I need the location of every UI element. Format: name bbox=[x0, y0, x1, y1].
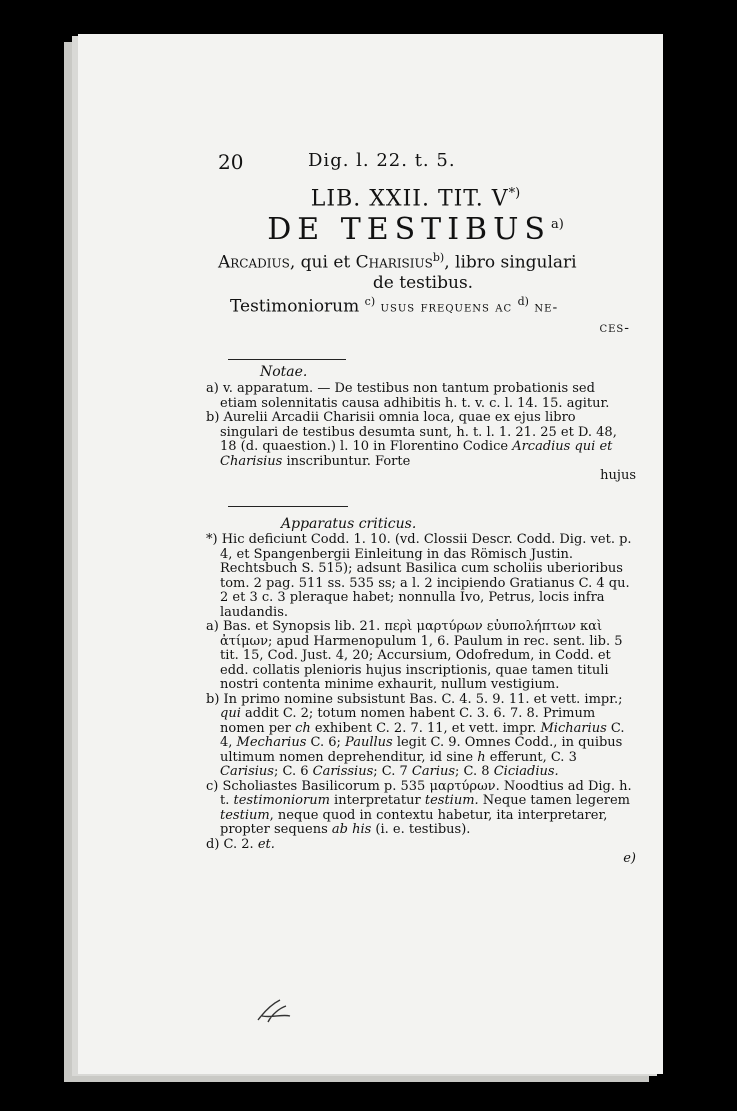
running-head: Dig. l. 22. t. 5. bbox=[308, 150, 456, 171]
apparatus-a: a) Bas. et Synopsis lib. 21. περὶ μαρτύρων εὐυπολήπτων καὶ ἀτίμων; apud Harmenopulum 1, 6. Paulum in rec. sent. lib. 5 tit. 15, Cod. Just. 4, 20; Accursium, Odofredum, in Codd. et edd. collatis plenioris hujus inscriptionis, quae tamen tituli nostri contenta minime exhaurit, nullum vestigium. bbox=[206, 619, 623, 692]
note-catchword: hujus bbox=[600, 468, 636, 483]
note-b: b) Aurelii Arcadii Charisii omnia loca, quae ex ejus libro singulari de testibus desumta sunt, h. t. l. 1. 21. 25 et D. 48, 18 (d. quaestion.) l. 10 in Florentino Codice Arcadius qui et Charisius inscribuntur. Forte bbox=[206, 410, 617, 469]
notae-heading: Notae. bbox=[260, 364, 308, 380]
running-header bbox=[78, 150, 663, 180]
apparatus-catchword: e) bbox=[623, 851, 636, 866]
notes-rule bbox=[228, 359, 346, 360]
text-intro: Testimoniorum $^{c)}$ usus frequens ac $^{d)}$ ne- ces- bbox=[230, 295, 630, 336]
title-line-2: DE TESTIBUS$^{a)}$ bbox=[267, 212, 564, 247]
notae-block bbox=[206, 382, 636, 484]
note-a: a) v. apparatum. — De testibus non tantum probationis sed etiam solennitatis causa adhibitis h. t. v. c. l. 14. 15. agitur. bbox=[206, 381, 610, 411]
apparatus-rule bbox=[228, 506, 348, 507]
handwritten-signature bbox=[254, 994, 294, 1028]
apparatus-heading: Apparatus criticus. bbox=[281, 516, 417, 532]
title-line-1: LIB. XXII. TIT. V*) bbox=[310, 186, 521, 212]
apparatus-c: c) Scholiastes Basilicorum p. 535 μαρτύρων. Noodtius ad Dig. h. t. testimoniorum interpretatur testium. Neque tamen legerem testium, neque quod in contextu habetur, ita interpretarer, propter sequens ab his (i. e. testibus). bbox=[206, 778, 632, 837]
intro-catchword: ces- bbox=[599, 319, 630, 336]
book-page bbox=[78, 34, 663, 1074]
apparatus-block bbox=[206, 533, 636, 867]
author-line: Arcadius, qui et Charisius$^{b)}$, libro singulari de testibus. bbox=[218, 251, 577, 293]
page-number: 20 bbox=[218, 150, 244, 174]
apparatus-d: d) C. 2. et. bbox=[206, 836, 275, 852]
apparatus-b: b) In primo nomine subsistunt Bas. C. 4. 5. 9. 11. et vett. impr.; qui addit C. 2; totum nomen habent C. 3. 6. 7. 8. Primum nomen per ch exhibent C. 2. 7. 11, et vett. impr. Micharius C. 4, Mecharius C. 6; Paullus legit C. 9. Omnes Codd., in quibus ultimum nomen deprehenditur, id sine h efferunt, C. 3 Carisius; C. 6 Carissius; C. 7 Carius; C. 8 Ciciadius. bbox=[206, 691, 625, 779]
apparatus-star: *) Hic deficiunt Codd. 1. 10. (vd. Clossii Descr. Codd. Dig. vet. p. 4, et Spangenbergii Einleitung in das Römisch Justin. Rechtsbuch S. 515); adsunt Basilica cum scholiis uberioribus tom. 2 pag. 511 ss. 535 ss; a l. 2 incipiendo Gratianus C. 4 qu. 2 et 3 c. 3 pleraque habet; nonnulla Ivo, Petrus, locis infra laudandis. bbox=[206, 532, 632, 620]
